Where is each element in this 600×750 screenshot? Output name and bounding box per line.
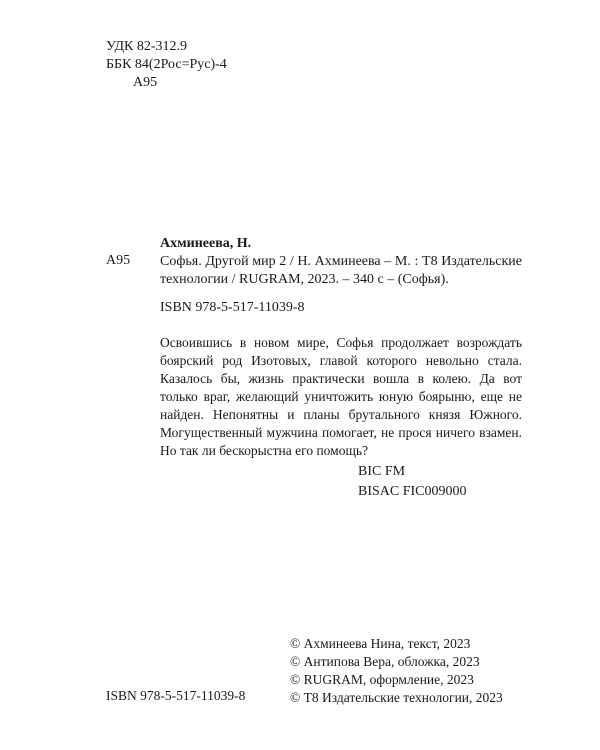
copyright-publisher: © Т8 Издательские технологии, 2023 [290, 690, 503, 705]
subject-classification [358, 462, 467, 502]
author-mark: А95 [133, 75, 158, 90]
isbn-line: ISBN 978-5-517-11039-8 [160, 300, 305, 315]
bic-code: BIC FM [358, 464, 406, 479]
bibliographic-entry: Софья. Другой мир 2 / Н. Ахминеева – М. : Т8 Издательские технологии / RUGRAM, 2023. – 340 с – (Софья). [160, 254, 522, 287]
bisac-code: BISAC FIC009000 [358, 484, 467, 499]
copyright-text: © Ахминеева Нина, текст, 2023 [290, 636, 471, 651]
bibliographic-record [160, 235, 522, 317]
copyright-design: © RUGRAM, оформление, 2023 [290, 672, 474, 687]
author-heading: Ахминеева, Н. [160, 236, 252, 251]
udk-code: УДК 82-312.9 [106, 39, 188, 54]
bbk-code: ББК 84(2Рос=Рус)-4 [106, 57, 227, 72]
biblio-index: А95 [106, 253, 131, 268]
isbn-bottom: ISBN 978-5-517-11039-8 [106, 688, 246, 703]
annotation-paragraph: Освоившись в новом мире, Софья продолжает возрождать боярский род Изотовых, главой которого невольно стала. Казалось бы, жизнь практически вошла в колею. Да вот только враг, желающий уничтожить юную боярыню, еще не найден. Непонятны и планы брутального князя Южного. Могущественный мужчина помогает, не прося ничего взамен. Но так ли бескорыстна его помощь? [160, 335, 522, 458]
copyright-cover: © Антипова Вера, обложка, 2023 [290, 654, 480, 669]
copyright-notices [290, 635, 503, 707]
classification-codes [106, 38, 227, 92]
